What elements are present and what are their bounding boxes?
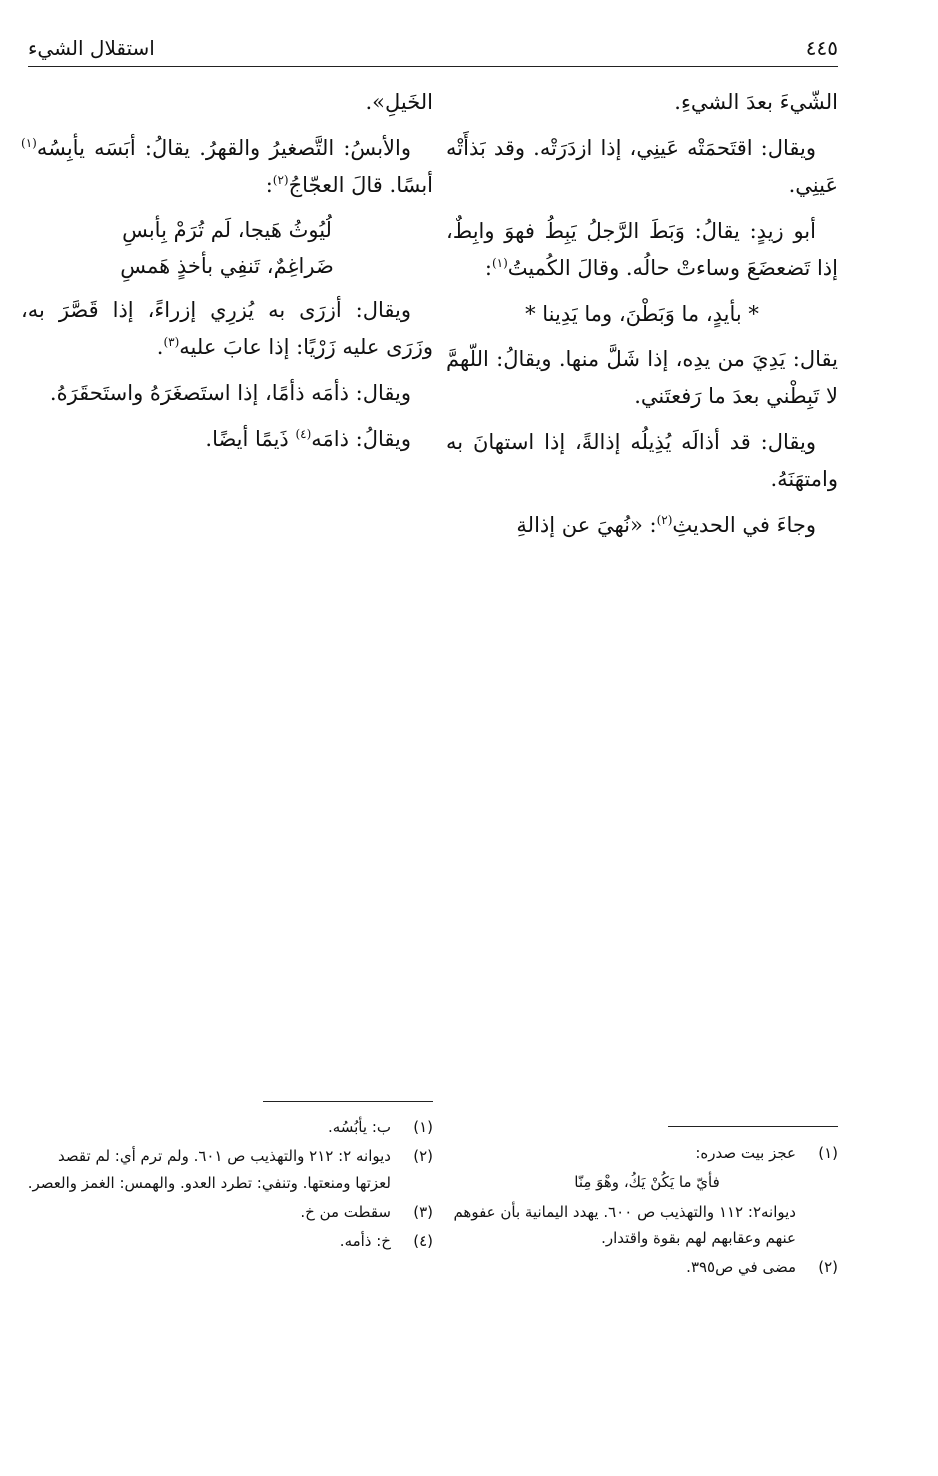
- paragraph: يقال: يَدِيَ من يدِه، إذا شَلَّ منها. ويقالُ: اللّهمَّ لا تَبِطْني بعدَ ما رَفعتَني.: [446, 346, 838, 408]
- paragraph: ويقال: قد أذالَه يُذِيلُه إذالةً، إذا استهانَ به وامتهَنَهُ.: [446, 429, 838, 491]
- paragraph-text: أبسًا. قالَ العجّاجُ: [288, 172, 433, 197]
- footnote: [438, 1140, 838, 1166]
- paragraph-text: .: [156, 335, 164, 360]
- footnote-text: سقطت من خ.: [300, 1202, 391, 1221]
- footnote: [21, 1199, 433, 1225]
- footnotes-left: [21, 1114, 433, 1257]
- footnote: [21, 1228, 433, 1254]
- footnote: [438, 1199, 838, 1252]
- footnote-text: ديوانه ٢: ٢١٢ والتهذيب ص ٦٠١. ولم ترم أي: لم تقصد لعزتها ومنعتها. وتنفي: تطرد العدو. والهمس: الغمز والعصر.: [27, 1147, 391, 1192]
- footnote-text: عجز بيت صدره:: [695, 1144, 796, 1162]
- paragraph-text: :: [265, 172, 273, 197]
- footnote-ref: (٣): [163, 335, 180, 350]
- paragraph-text: أبو زيدٍ: يقالُ: وَبَطَ الرَّجلُ يَبِطُ فهوَ وابِطٌ، إذا تَضعضَعَ وساءتْ حالُه. وقالَ الكُميتُ: [446, 218, 838, 280]
- header-rule: [28, 66, 838, 67]
- left-column: [21, 84, 433, 467]
- paragraph: [21, 421, 433, 458]
- verse-line: لُيُوثُ هَيجا، لَم تُرَمْ بِأبسِ: [122, 217, 332, 242]
- footnote-ref: (٢): [656, 512, 673, 527]
- paragraph-text: والأبسُ: التَّصغيرُ والقهرُ. يقالُ: أبَسَه يأبِسُه: [36, 135, 411, 160]
- page-header: [28, 34, 838, 66]
- page-number: ٤٤٥: [805, 36, 838, 60]
- footnote: [21, 1143, 433, 1196]
- paragraph: الخَيلِ».: [365, 90, 433, 114]
- paragraph: ويقال: اقتَحمَتْه عَينِي، إذا ازدَرَتْه. وقد بَذأَتْه عَينِي.: [446, 135, 838, 197]
- paragraph-text: وجاءَ في الحديثِ: [672, 512, 816, 537]
- footnote-number: (٢): [818, 1258, 838, 1276]
- paragraph: [21, 292, 433, 366]
- footnote: [438, 1254, 838, 1280]
- paragraph-text: : «نُهيَ عن إذالةِ: [516, 512, 657, 537]
- right-column: [446, 84, 838, 552]
- paragraph: [446, 213, 838, 287]
- verse-hemistich: * بأيدٍ، ما وَبَطْنَ، وما يَدِينا *: [525, 301, 759, 326]
- footnote-text: ديوانه٢: ١١٢ والتهذيب ص ٦٠٠. يهدد اليمانية بأن عفوهم عنهم وعقابهم لهم بقوة واقتدار.: [453, 1202, 796, 1247]
- footnote-ref: (٢): [272, 172, 289, 187]
- footnotes-right: [438, 1140, 838, 1283]
- footnote-text: مضى في ص٣٩٥.: [686, 1258, 796, 1276]
- footnote-rule: [263, 1101, 433, 1102]
- footnote-number: (٤): [413, 1232, 433, 1250]
- footnote-number: (٣): [413, 1202, 433, 1221]
- paragraph-text: ويقال: أزرَى به يُزرِي إزراءً، إذا قَصَّرَ به، وزَرَى عليه زَرْيًا: إذا عابَ عليه: [21, 298, 433, 360]
- footnote-number: (١): [818, 1144, 838, 1162]
- paragraph: [21, 130, 433, 204]
- footnote-verse: [438, 1169, 838, 1195]
- footnote-text: ب: يأبُسُه.: [327, 1118, 391, 1136]
- paragraph-text: ذَيمًا أيضًا.: [205, 427, 296, 452]
- footnote-ref: (٤): [295, 427, 312, 442]
- running-title: استقلال الشيء: [28, 36, 155, 60]
- footnote-ref: (١): [491, 255, 508, 270]
- paragraph: ويقال: ذأمَه ذأمًا، إذا استَصغَرَهُ واستَحقَرَهُ.: [49, 381, 411, 406]
- footnote-verse-text: فأيّ ما يَكُنْ يَكُ، وهْوَ مِنّا: [574, 1173, 720, 1192]
- footnote-number: (١): [413, 1118, 433, 1136]
- footnote-ref: (١): [21, 135, 37, 150]
- paragraph: [446, 507, 838, 544]
- paragraph-text: :: [484, 255, 492, 280]
- paragraph-text: ويقالُ: ذامَه: [311, 427, 411, 452]
- footnote: [21, 1114, 433, 1140]
- verse: [21, 213, 433, 284]
- footnote-text: خ: ذأمه.: [339, 1232, 391, 1250]
- verse-line: ضَراغِمٌ، تَنفِي بأخذٍ هَمسِ: [120, 253, 334, 278]
- paragraph: الشّيءَ بعدَ الشيءِ.: [674, 90, 838, 114]
- footnote-number: (٢): [413, 1147, 433, 1166]
- footnote-rule: [668, 1126, 838, 1127]
